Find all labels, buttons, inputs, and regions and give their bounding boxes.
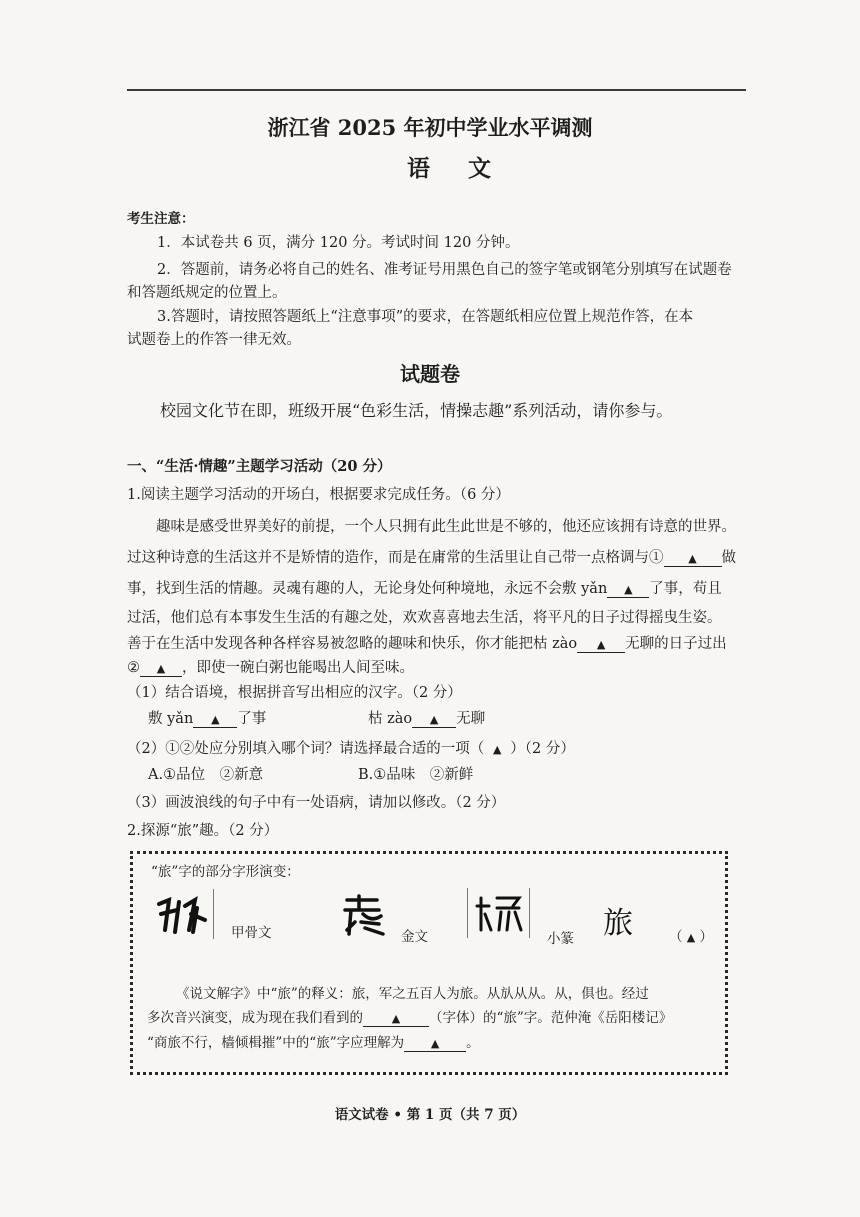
- small-seal-glyph: [475, 894, 523, 934]
- form-label-standard[interactable]: （ ▲ ）: [669, 929, 714, 945]
- choice-blank[interactable]: ▲: [493, 743, 502, 756]
- answer-blank-font[interactable]: ▲: [363, 1012, 429, 1027]
- passage-line-1: 趣味是感受世界美好的前提，一个人只拥有此生此世是不够的，他还应该拥有诗意的世界。: [156, 519, 736, 535]
- blank-zao: ▲: [577, 637, 625, 653]
- option-b: B.①品味 ②新鲜: [358, 767, 474, 783]
- passage-line-6: ② ▲ ，即使一碗白粥也能喝出人间至味。: [127, 660, 414, 676]
- blank-1: ▲: [664, 551, 722, 567]
- part1-heading: 一、“生活·情趣”主题学习活动（20 分）: [127, 458, 392, 475]
- exam-title: 浙江省 2025 年初中学业水平调测: [267, 115, 593, 140]
- q1-prompt: 1.阅读主题学习活动的开场白，根据要求完成任务。（6 分）: [127, 487, 510, 503]
- passage-line-3: 事，找到生活的情趣。灵魂有趣的人，无论身处何种境地，永远不会敷 yǎn ▲ 了事，苟且: [127, 581, 722, 597]
- passage-line-2: 过这种诗意的生活这并不是矫情的造作，而是在庸常的生活里让自己带一点格调与① ▲ 做: [127, 550, 736, 566]
- box-heading: “旅”字的部分字形演变：: [151, 864, 300, 880]
- sub1-item-b: 枯 zào ▲ 无聊: [368, 711, 486, 727]
- paper-intro: 校园文化节在即，班级开展“色彩生活，情操志趣”系列活动，请你参与。: [160, 401, 673, 420]
- page-footer: 语文试卷 • 第 1 页（共 7 页）: [334, 1107, 526, 1123]
- box-para-1: 《说文解字》中“旅”的释义：旅，军之五百人为旅。从㫃从从。从，俱也。经过: [176, 986, 649, 1002]
- top-rule: [127, 89, 746, 91]
- form-label-oracle: 甲骨文: [231, 925, 272, 941]
- box-para-3: “商旅不行，樯倾楫摧”中的“旅”字应理解为 ▲ 。: [147, 1035, 480, 1051]
- answer-blank-yan[interactable]: ▲: [193, 712, 237, 728]
- notice-item-1: 1．本试卷共 6 页，满分 120 分。考试时间 120 分钟。: [157, 235, 520, 251]
- blank-2: ▲: [140, 661, 182, 677]
- answer-blank-meaning[interactable]: ▲: [404, 1037, 466, 1052]
- bronze-glyph: [339, 894, 387, 938]
- notice-heading: 考生注意：: [127, 211, 195, 227]
- sub-question-2: （2）①②处应分别填入哪个词？请选择最合适的一项（ ▲ ）（2 分）: [127, 738, 575, 761]
- sub-question-1: （1）结合语境，根据拼音写出相应的汉字。（2 分）: [127, 685, 462, 701]
- option-a: A.①品位 ②新意: [148, 767, 264, 783]
- passage-line-4: 过活，他们总有本事发生生活的有趣之处，欢欢喜喜地去生活，将平凡的日子过得摇曳生姿。: [127, 610, 722, 626]
- subject-title: 语文: [407, 155, 529, 182]
- form-label-seal: 小篆: [547, 931, 574, 947]
- sub1-item-a: 敷 yǎn ▲ 了事: [148, 711, 267, 727]
- paper-section-title: 试题卷: [400, 362, 460, 386]
- notice-item-3: 3.答题时，请按照答题纸上“注意事项”的要求，在答题纸相应位置上规范作答，在本: [157, 309, 694, 325]
- passage-line-5: 善于在生活中发现各种各样容易被忽略的趣味和快乐，你才能把枯 zào ▲ 无聊的日子过出: [127, 636, 727, 652]
- blank-yan: ▲: [607, 582, 649, 598]
- etymology-box: [130, 851, 728, 1075]
- oracle-bone-glyph: [155, 896, 209, 934]
- notice-item-2-cont: 和答题纸规定的位置上。: [127, 285, 287, 301]
- notice-item-3-cont: 试题卷上的作答一律无效。: [127, 332, 301, 348]
- standard-glyph: 旅: [603, 906, 633, 941]
- answer-blank-zao[interactable]: ▲: [412, 712, 456, 728]
- sub-question-3: （3）画波浪线的句子中有一处语病，请加以修改。（2 分）: [127, 795, 506, 811]
- box-para-2: 多次音兴演变，成为现在我们看到的 ▲ （字体）的“旅”字。范仲淹《岳阳楼记》: [147, 1010, 673, 1026]
- notice-item-2: 2．答题前，请务必将自己的姓名、准考证号用黑色自己的签字笔或钢笔分别填写在试题卷: [157, 262, 732, 278]
- q2-prompt: 2.探源“旅”趣。（2 分）: [127, 823, 279, 839]
- form-label-bronze: 金文: [401, 929, 428, 945]
